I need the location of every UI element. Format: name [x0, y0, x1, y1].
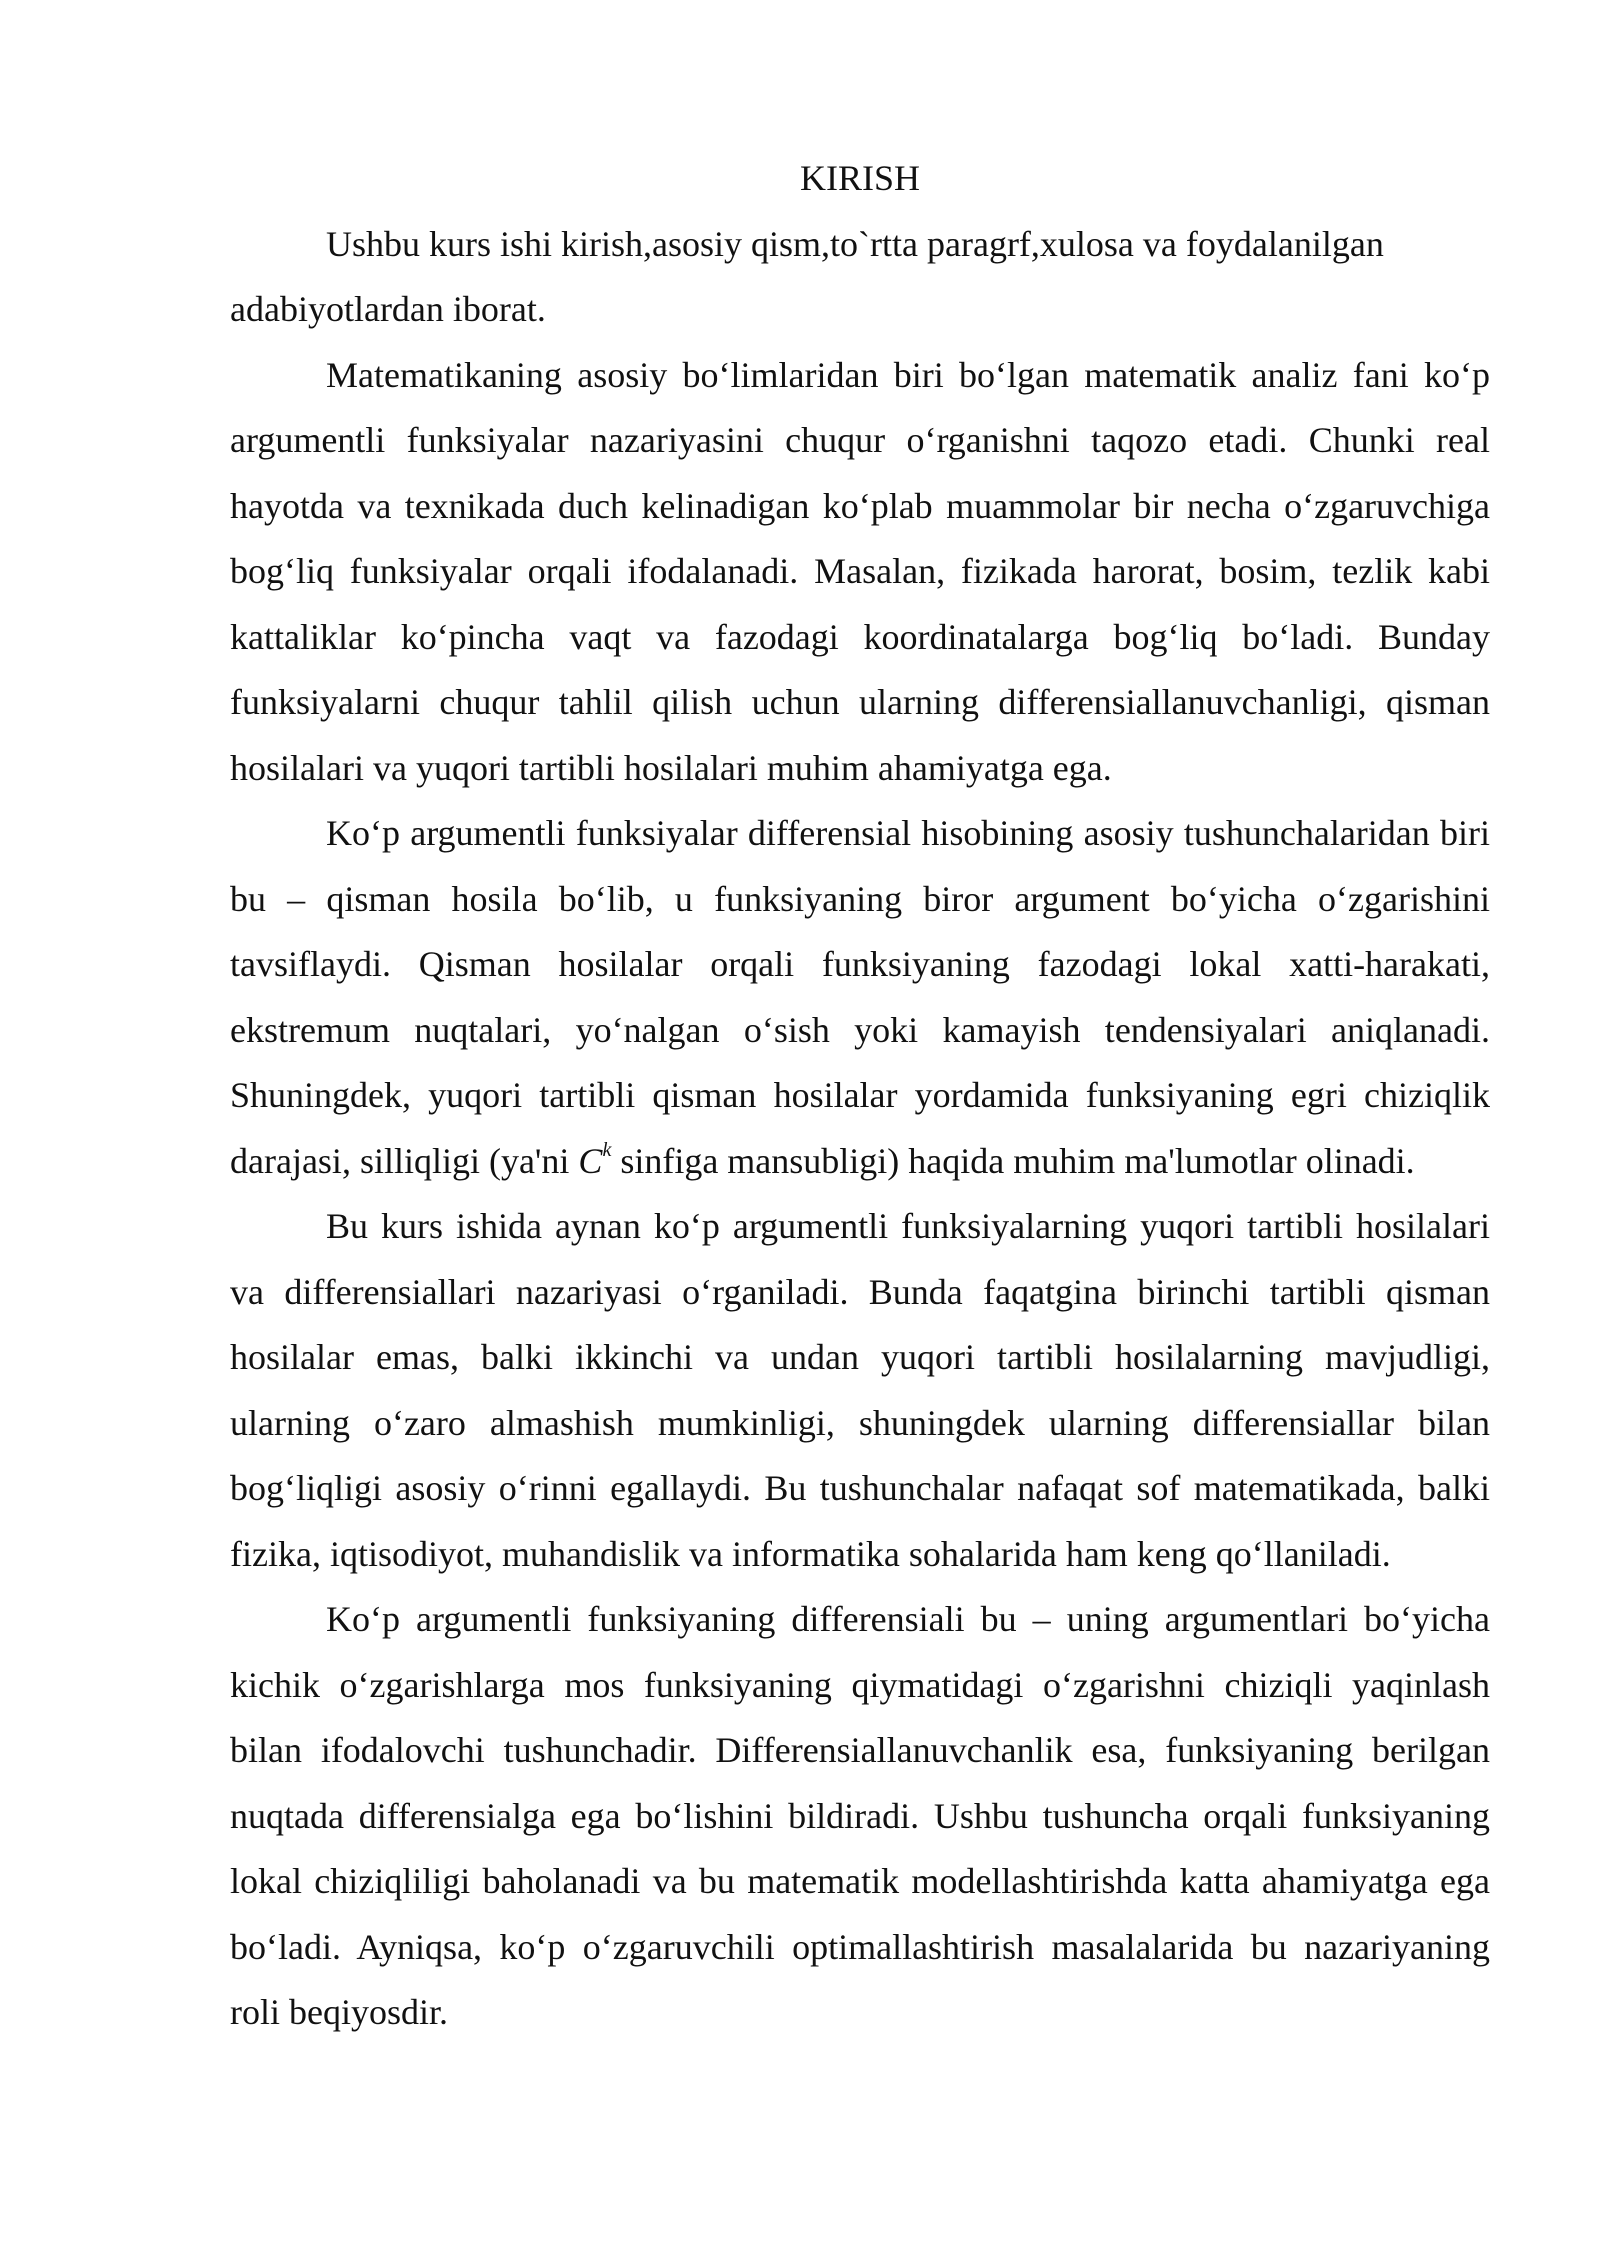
math-c-k: [578, 1138, 612, 1181]
paragraph-4: Bu kurs ishida aynan ko‘p argumentli funksiyalarning yuqori tartibli hosilalari va differensiallari nazariyasi o‘rganiladi. Bunda faqatgina birinchi tartibli qisman hosilalar emas, balki ikkinchi va undan yuqori tartibli hosilalarning mavjudligi, ularning o‘zaro almashish mumkinligi, shuningdek ularning differensiallar bilan bog‘liqligi asosiy o‘rinni egallaydi. Bu tushunchalar nafaqat sof matematikada, balki fizika, iqtisodiyot, muhandislik va informatika sohalarida ham keng qo‘llaniladi.: [230, 1206, 1490, 1574]
math-base: C: [578, 1140, 603, 1181]
paragraph-3: [230, 801, 1490, 1194]
paragraph-5: Ko‘p argumentli funksiyaning differensiali bu – uning argumentlari bo‘yicha kichik o‘zgarishlarga mos funksiyaning qiymatidagi o‘zgarishni chiziqli yaqinlash bilan ifodalovchi tushunchadir. Differensiallanuvchanlik esa, funksiyaning berilgan nuqtada differensialga ega bo‘lishini bildiradi. Ushbu tushuncha orqali funksiyaning lokal chiziqliligi baholanadi va bu matematik modellashtirishda katta ahamiyatga ega bo‘ladi. Ayniqsa, ko‘p o‘zgaruvchili optimallashtirish masalalarida bu nazariyaning roli beqiyosdir.: [230, 1599, 1490, 2032]
paragraph-2: Matematikaning asosiy bo‘limlaridan biri bo‘lgan matematik analiz fani ko‘p argumentli funksiyalar nazariyasini chuqur o‘rganishni taqozo etadi. Chunki real hayotda va texnikada duch kelinadigan ko‘plab muammolar bir necha o‘zgaruvchiga bog‘liq funksiyalar orqali ifodalanadi. Masalan, fizikada harorat, bosim, tezlik kabi kattaliklar ko‘pincha vaqt va fazodagi koordinatalarga bog‘liq bo‘ladi. Bunday funksiyalarni chuqur tahlil qilish uchun ularning differensiallanuvchanligi, qisman hosilalari va yuqori tartibli hosilalari muhim ahamiyatga ega.: [230, 354, 1490, 788]
paragraph-3-text-after: sinfiga mansubligi) haqida muhim ma'lumotlar olinadi.: [611, 1140, 1415, 1181]
section-heading: KIRISH: [799, 158, 920, 198]
paragraph-3-text-before: Ko‘p argumentli funksiyalar differensial hisobining asosiy tushunchalaridan biri bu – qisman hosila bo‘lib, u funksiyaning biror argument bo‘yicha o‘zgarishini tavsiflaydi. Qisman hosilalar orqali funksiyaning fazodagi lokal xatti-harakati, ekstremum nuqtalari, yo‘nalgan o‘sish yoki kamayish tendensiyalari aniqlanadi. Shuningdek, yuqori tartibli qisman hosilalar yordamida funksiyaning egri chiziqlik darajasi, silliqligi (ya'ni: [230, 813, 1490, 1181]
paragraph-1: Ushbu kurs ishi kirish,asosiy qism,to`rtta paragrf,xulosa va foydalanilgan adabiyotlardan iborat.: [230, 223, 1384, 329]
math-superscript: k: [602, 1138, 612, 1161]
document-body: [230, 146, 1490, 2046]
